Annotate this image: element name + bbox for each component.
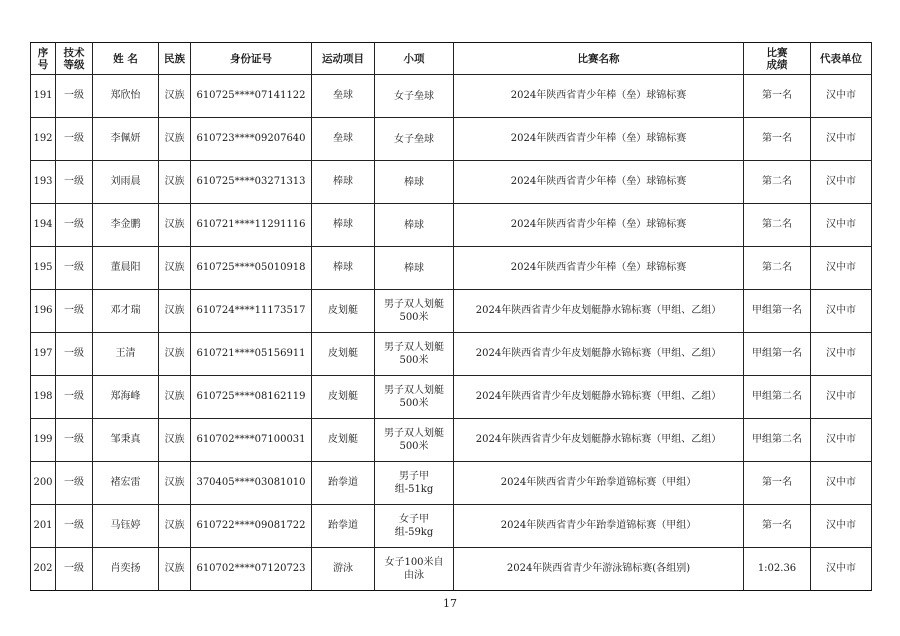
cell-seq: 202	[31, 548, 56, 591]
cell-event: 女子垒球	[375, 118, 454, 161]
cell-name: 刘雨晨	[93, 161, 159, 204]
header-sport: 运动项目	[312, 43, 375, 75]
cell-competition: 2024年陕西省青少年皮划艇静水锦标赛（甲组、乙组）	[454, 333, 744, 376]
cell-id-number: 610702****07120723	[191, 548, 312, 591]
cell-result: 第二名	[744, 247, 811, 290]
cell-level: 一级	[56, 376, 93, 419]
cell-name: 李金鹏	[93, 204, 159, 247]
page-number: 17	[443, 597, 457, 610]
cell-competition: 2024年陕西省青少年游泳锦标赛(各组别)	[454, 548, 744, 591]
cell-level: 一级	[56, 75, 93, 118]
cell-event: 男子甲组-51kg	[375, 462, 454, 505]
cell-name: 马钰婷	[93, 505, 159, 548]
header-name: 姓 名	[93, 43, 159, 75]
header-level: 技术等级	[56, 43, 93, 75]
cell-sport: 游泳	[312, 548, 375, 591]
cell-unit: 汉中市	[811, 333, 872, 376]
cell-id-number: 610725****03271313	[191, 161, 312, 204]
table-body	[31, 75, 872, 591]
table-row	[31, 548, 872, 591]
header-ethnicity: 民族	[159, 43, 191, 75]
cell-unit: 汉中市	[811, 376, 872, 419]
cell-level: 一级	[56, 462, 93, 505]
table-row	[31, 290, 872, 333]
header-row	[31, 43, 872, 75]
cell-sport: 跆拳道	[312, 462, 375, 505]
cell-seq: 200	[31, 462, 56, 505]
cell-level: 一级	[56, 419, 93, 462]
cell-id-number: 370405****03081010	[191, 462, 312, 505]
cell-competition: 2024年陕西省青少年跆拳道锦标赛（甲组）	[454, 505, 744, 548]
cell-sport: 皮划艇	[312, 290, 375, 333]
header-unit: 代表单位	[811, 43, 872, 75]
table-row	[31, 247, 872, 290]
cell-seq: 199	[31, 419, 56, 462]
cell-sport: 皮划艇	[312, 419, 375, 462]
cell-competition: 2024年陕西省青少年棒（垒）球锦标赛	[454, 161, 744, 204]
cell-seq: 195	[31, 247, 56, 290]
table-row	[31, 376, 872, 419]
cell-sport: 棒球	[312, 161, 375, 204]
cell-sport: 垒球	[312, 75, 375, 118]
cell-unit: 汉中市	[811, 75, 872, 118]
cell-id-number: 610721****05156911	[191, 333, 312, 376]
cell-unit: 汉中市	[811, 505, 872, 548]
cell-unit: 汉中市	[811, 548, 872, 591]
cell-sport: 棒球	[312, 247, 375, 290]
cell-result: 第一名	[744, 75, 811, 118]
cell-name: 肖奕扬	[93, 548, 159, 591]
cell-result: 甲组第一名	[744, 290, 811, 333]
cell-result: 第一名	[744, 118, 811, 161]
cell-competition: 2024年陕西省青少年皮划艇静水锦标赛（甲组、乙组）	[454, 290, 744, 333]
table-row	[31, 161, 872, 204]
header-id-number: 身份证号	[191, 43, 312, 75]
cell-level: 一级	[56, 505, 93, 548]
table-header	[31, 43, 872, 75]
athlete-roster-table	[30, 42, 872, 591]
cell-id-number: 610722****09081722	[191, 505, 312, 548]
table-row	[31, 118, 872, 161]
cell-ethnicity: 汉族	[159, 247, 191, 290]
cell-ethnicity: 汉族	[159, 290, 191, 333]
cell-unit: 汉中市	[811, 204, 872, 247]
cell-name: 董晨阳	[93, 247, 159, 290]
table-row	[31, 333, 872, 376]
cell-ethnicity: 汉族	[159, 118, 191, 161]
cell-event: 棒球	[375, 247, 454, 290]
cell-seq: 201	[31, 505, 56, 548]
cell-unit: 汉中市	[811, 462, 872, 505]
cell-ethnicity: 汉族	[159, 75, 191, 118]
cell-event: 男子双人划艇500米	[375, 419, 454, 462]
cell-competition: 2024年陕西省青少年皮划艇静水锦标赛（甲组、乙组）	[454, 419, 744, 462]
cell-level: 一级	[56, 204, 93, 247]
cell-name: 王清	[93, 333, 159, 376]
cell-event: 女子100米自由泳	[375, 548, 454, 591]
cell-ethnicity: 汉族	[159, 505, 191, 548]
cell-event: 女子甲组-59kg	[375, 505, 454, 548]
cell-result: 甲组第一名	[744, 333, 811, 376]
cell-competition: 2024年陕西省青少年棒（垒）球锦标赛	[454, 118, 744, 161]
header-result: 比赛成绩	[744, 43, 811, 75]
cell-ethnicity: 汉族	[159, 462, 191, 505]
cell-seq: 194	[31, 204, 56, 247]
cell-result: 甲组第二名	[744, 376, 811, 419]
cell-unit: 汉中市	[811, 290, 872, 333]
header-seq: 序号	[31, 43, 56, 75]
table-row	[31, 419, 872, 462]
cell-unit: 汉中市	[811, 419, 872, 462]
cell-id-number: 610724****11173517	[191, 290, 312, 333]
cell-seq: 193	[31, 161, 56, 204]
cell-seq: 196	[31, 290, 56, 333]
cell-event: 男子双人划艇500米	[375, 290, 454, 333]
cell-name: 褚宏雷	[93, 462, 159, 505]
table-row	[31, 75, 872, 118]
cell-name: 邹秉真	[93, 419, 159, 462]
cell-level: 一级	[56, 247, 93, 290]
cell-id-number: 610721****11291116	[191, 204, 312, 247]
cell-event: 棒球	[375, 161, 454, 204]
cell-seq: 197	[31, 333, 56, 376]
cell-level: 一级	[56, 333, 93, 376]
cell-result: 1:02.36	[744, 548, 811, 591]
cell-seq: 198	[31, 376, 56, 419]
cell-result: 第一名	[744, 505, 811, 548]
table-row	[31, 462, 872, 505]
table-row	[31, 204, 872, 247]
cell-competition: 2024年陕西省青少年棒（垒）球锦标赛	[454, 247, 744, 290]
cell-seq: 192	[31, 118, 56, 161]
cell-level: 一级	[56, 161, 93, 204]
cell-sport: 垒球	[312, 118, 375, 161]
cell-id-number: 610702****07100031	[191, 419, 312, 462]
cell-name: 邓才瑞	[93, 290, 159, 333]
table-row	[31, 505, 872, 548]
cell-ethnicity: 汉族	[159, 548, 191, 591]
cell-competition: 2024年陕西省青少年皮划艇静水锦标赛（甲组、乙组）	[454, 376, 744, 419]
cell-event: 棒球	[375, 204, 454, 247]
cell-unit: 汉中市	[811, 118, 872, 161]
cell-ethnicity: 汉族	[159, 161, 191, 204]
cell-sport: 皮划艇	[312, 376, 375, 419]
cell-ethnicity: 汉族	[159, 376, 191, 419]
cell-result: 第一名	[744, 462, 811, 505]
cell-event: 女子垒球	[375, 75, 454, 118]
roster-sheet	[30, 42, 871, 591]
header-competition: 比赛名称	[454, 43, 744, 75]
cell-level: 一级	[56, 290, 93, 333]
cell-level: 一级	[56, 548, 93, 591]
cell-result: 第二名	[744, 204, 811, 247]
cell-sport: 棒球	[312, 204, 375, 247]
cell-level: 一级	[56, 118, 93, 161]
cell-ethnicity: 汉族	[159, 419, 191, 462]
cell-unit: 汉中市	[811, 161, 872, 204]
cell-id-number: 610725****07141122	[191, 75, 312, 118]
cell-event: 男子双人划艇500米	[375, 333, 454, 376]
cell-result: 甲组第二名	[744, 419, 811, 462]
cell-result: 第二名	[744, 161, 811, 204]
cell-id-number: 610723****09207640	[191, 118, 312, 161]
cell-competition: 2024年陕西省青少年棒（垒）球锦标赛	[454, 75, 744, 118]
cell-name: 李佩妍	[93, 118, 159, 161]
cell-event: 男子双人划艇500米	[375, 376, 454, 419]
cell-name: 郑欣怡	[93, 75, 159, 118]
cell-competition: 2024年陕西省青少年跆拳道锦标赛（甲组）	[454, 462, 744, 505]
cell-id-number: 610725****08162119	[191, 376, 312, 419]
cell-ethnicity: 汉族	[159, 333, 191, 376]
cell-ethnicity: 汉族	[159, 204, 191, 247]
cell-id-number: 610725****05010918	[191, 247, 312, 290]
header-event: 小项	[375, 43, 454, 75]
cell-seq: 191	[31, 75, 56, 118]
cell-name: 郑海峰	[93, 376, 159, 419]
cell-sport: 跆拳道	[312, 505, 375, 548]
cell-sport: 皮划艇	[312, 333, 375, 376]
cell-unit: 汉中市	[811, 247, 872, 290]
cell-competition: 2024年陕西省青少年棒（垒）球锦标赛	[454, 204, 744, 247]
